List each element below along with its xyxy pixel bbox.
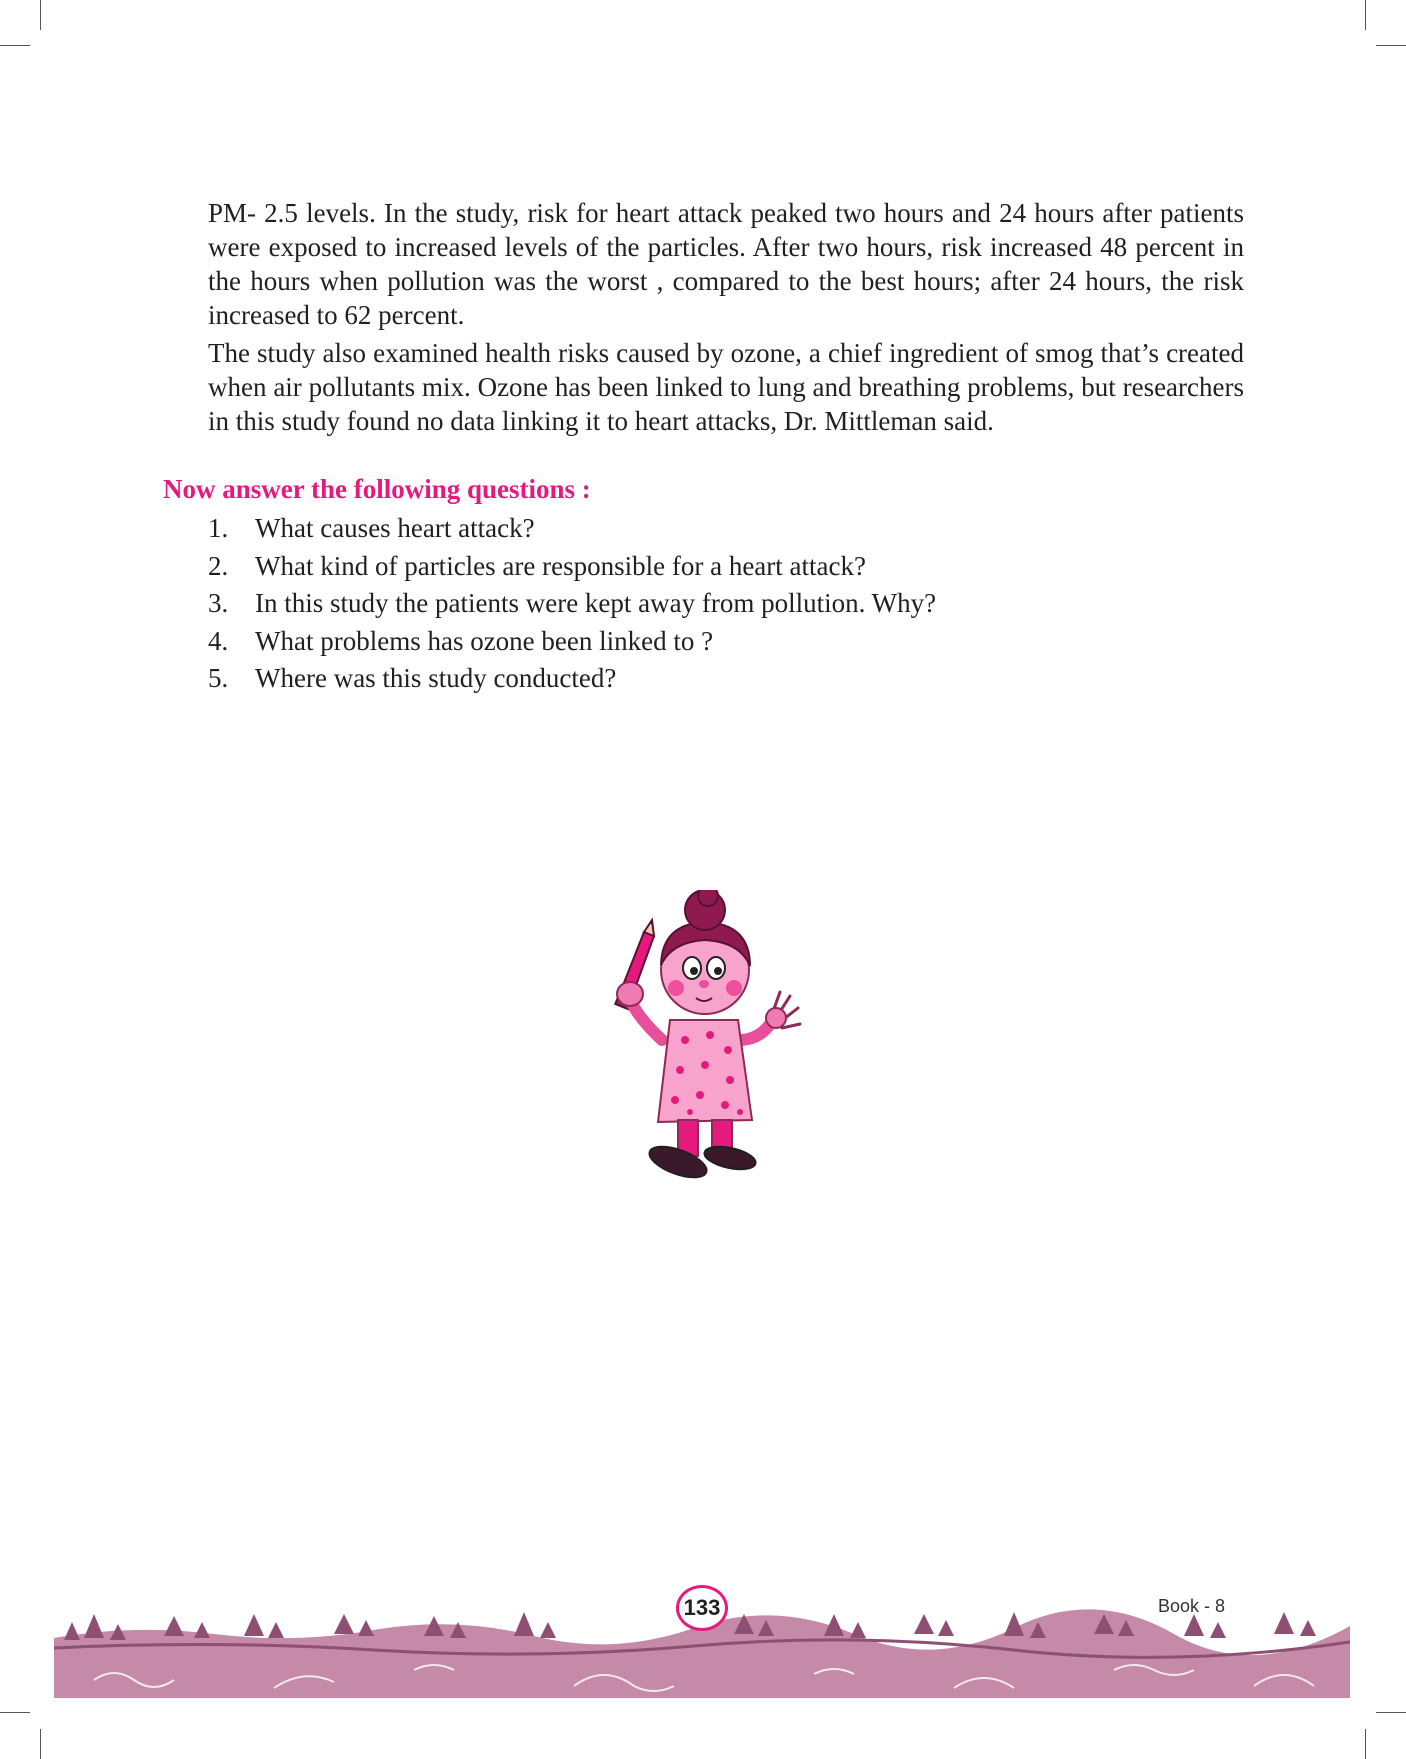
questions-heading: Now answer the following questions : — [163, 474, 591, 504]
crop-mark — [1365, 0, 1366, 30]
question-number: 3. — [208, 588, 229, 618]
crop-mark — [40, 1729, 41, 1759]
passage-paragraph: The study also examined health risks caused by ozone, a chief ingredient of smog that’s created when air pollutants mix. Ozone has been linked to lung and breathing problems, but researchers in this study found no data linking it to heart attacks, Dr. Mittleman said. — [208, 338, 1244, 436]
question-text: What kind of particles are responsible for a heart attack? — [255, 550, 866, 581]
question-item — [208, 585, 936, 623]
question-number: 4. — [208, 625, 229, 656]
book-label: Book - 8 — [1158, 1596, 1226, 1616]
question-text: Where was this study conducted? — [255, 663, 617, 693]
passage-paragraph: PM- 2.5 levels. In the study, risk for heart attack peaked two hours and 24 hours after patients were exposed to increased levels of the particles. After two hours, risk increased 48 percent in the hours when pollution was the worst , compared to the best hours; after 24 hours, the risk increased to 62 percent. — [208, 198, 1244, 330]
girl-with-pencil-illustration — [600, 890, 820, 1180]
page-number-badge: 133 — [676, 1585, 728, 1631]
question-text: In this study the patients were kept away from pollution. Why? — [255, 588, 937, 618]
question-number: 1. — [208, 513, 229, 543]
crop-mark — [0, 1712, 30, 1713]
question-text: What causes heart attack? — [255, 513, 535, 543]
crop-mark — [1376, 1712, 1406, 1713]
question-item — [208, 548, 936, 586]
question-text: What problems has ozone been linked to ? — [255, 625, 714, 656]
reading-passage — [208, 196, 1244, 442]
question-number: 2. — [208, 550, 229, 581]
question-item — [208, 623, 936, 661]
question-number: 5. — [208, 663, 229, 693]
crop-mark — [1365, 1729, 1366, 1759]
crop-mark — [0, 45, 30, 46]
crop-mark — [40, 0, 41, 30]
question-item — [208, 510, 936, 548]
question-item — [208, 660, 936, 698]
crop-mark — [1376, 45, 1406, 46]
questions-list — [208, 510, 936, 698]
